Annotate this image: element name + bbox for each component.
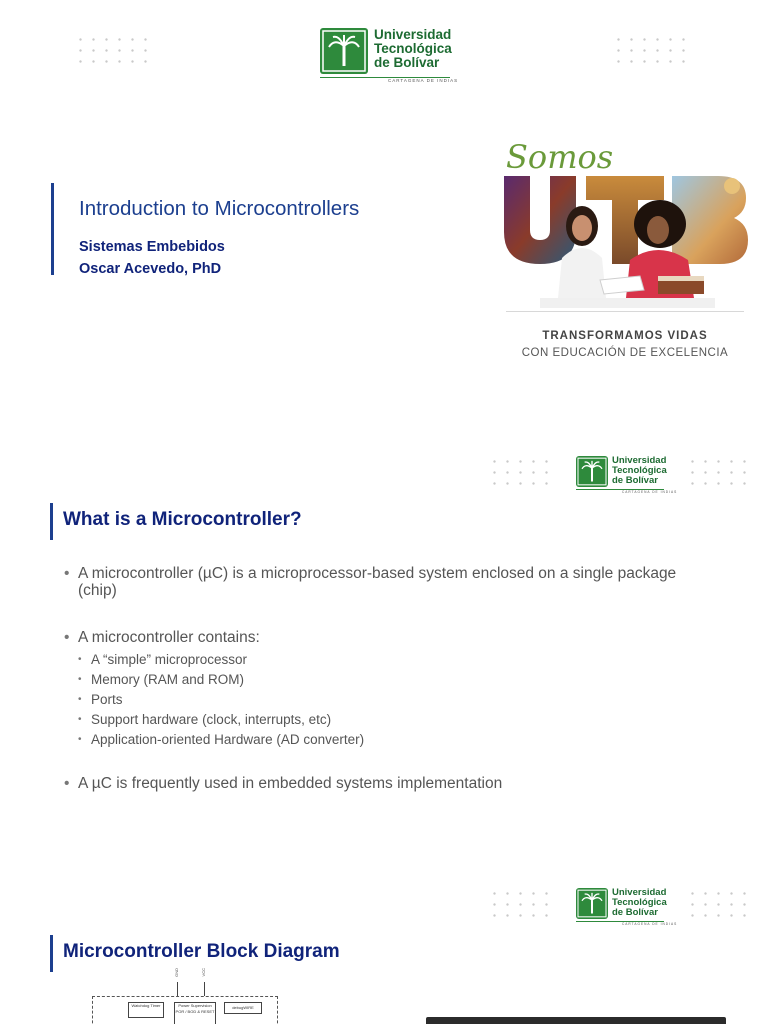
sub-bullet-item: • Ports [78, 690, 713, 710]
logo-line-3: de Bolívar [374, 55, 440, 71]
course-name: Sistemas Embebidos [79, 239, 225, 255]
logo-line-1: Universidad [612, 887, 667, 898]
power-supervision-block: Power Supervision POR / BOD & RESET [174, 1002, 216, 1024]
watchdog-timer-block: Watchdog Timer [128, 1002, 164, 1018]
logo-line-1: Universidad [612, 455, 667, 466]
bullet-list [63, 565, 713, 792]
university-logo-small [576, 888, 667, 919]
decorative-dots-left [488, 456, 554, 490]
pin-label-gnd: GND [174, 968, 179, 977]
sub-bullet-item: • Application-oriented Hardware (AD converter) [78, 730, 713, 750]
decorative-dots-right [686, 888, 752, 922]
palm-tree-icon [576, 456, 608, 487]
bullet-text: A microcontroller (µC) is a microprocessor-based system enclosed on a single package (chip) [78, 565, 677, 599]
students-photo [540, 198, 715, 308]
content-slide-block-diagram [0, 866, 768, 1024]
sub-bullet-item: • A “simple” microprocessor [78, 650, 713, 670]
promo-line-2: CON EDUCACIÓN DE EXCELENCIA [521, 347, 729, 359]
pin-label-vcc: VCC [201, 968, 206, 977]
title-slide [0, 0, 768, 414]
palm-tree-icon [576, 888, 608, 919]
promo-divider [506, 311, 744, 312]
university-logo-small [576, 456, 667, 487]
debugwire-block: debugWIRE [224, 1002, 262, 1014]
somos-script-text: Somos [506, 138, 614, 176]
logo-tagline: CARTAGENA DE INDIAS [388, 78, 459, 83]
decorative-dots-right [686, 456, 752, 490]
slide-title: What is a Microcontroller? [63, 509, 302, 530]
bullet-item [63, 565, 713, 599]
slide-title: Microcontroller Block Diagram [63, 941, 340, 962]
arrow-up-icon [204, 982, 205, 996]
chip-photo [426, 1017, 726, 1024]
logo-line-2: Tecnológica [612, 896, 667, 908]
content-slide-what-is-microcontroller [0, 434, 768, 846]
block-diagram [90, 968, 280, 1024]
bullet-text: A microcontroller contains: [78, 629, 260, 646]
sub-bullet-item: • Memory (RAM and ROM) [78, 670, 713, 690]
bullet-text: A µC is frequently used in embedded systems implementation [78, 775, 503, 792]
somos-utb-graphic [500, 134, 750, 366]
decorative-dots-left [74, 34, 152, 68]
sub-bullet-list [78, 650, 713, 750]
university-logo [320, 28, 452, 74]
promo-line-1: TRANSFORMAMOS VIDAS [542, 330, 708, 342]
logo-tagline: CARTAGENA DE INDIAS [622, 922, 678, 926]
title-accent-bar [50, 503, 53, 540]
logo-line-2: Tecnológica [374, 41, 452, 57]
title-accent-bar [50, 935, 53, 972]
author-name: Oscar Acevedo, PhD [79, 261, 222, 277]
decorative-dots-left [488, 888, 554, 922]
bullet-item [63, 775, 713, 792]
logo-tagline: CARTAGENA DE INDIAS [622, 490, 678, 494]
decorative-dots-right [612, 34, 690, 68]
presentation-title: Introduction to Microcontrollers [79, 197, 360, 220]
arrow-up-icon [177, 982, 178, 996]
logo-line-3: de Bolívar [612, 474, 658, 486]
logo-line-2: Tecnológica [612, 464, 667, 476]
bullet-item [63, 629, 713, 750]
sub-bullet-item: • Support hardware (clock, interrupts, etc) [78, 710, 713, 730]
palm-tree-icon [320, 28, 368, 74]
logo-line-3: de Bolívar [612, 906, 658, 918]
title-accent-bar [51, 183, 54, 275]
logo-line-1: Universidad [374, 27, 452, 42]
